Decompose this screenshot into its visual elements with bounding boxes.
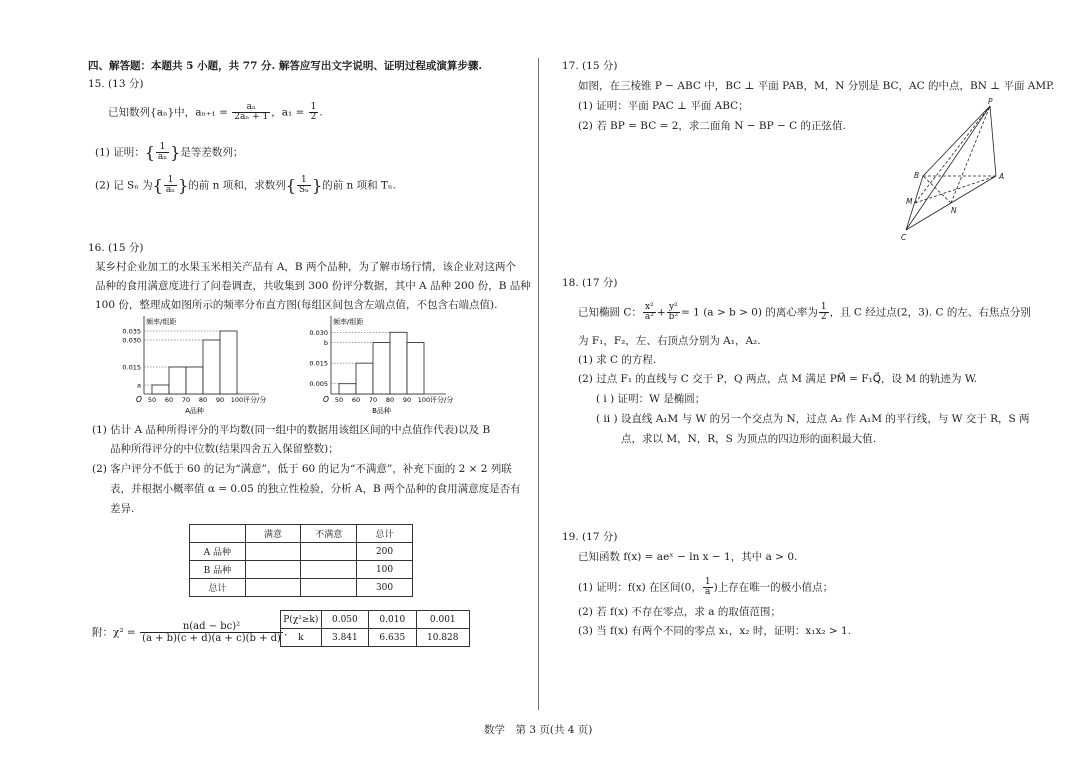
histogram-bar <box>339 384 356 394</box>
label-C: C <box>901 233 907 242</box>
q17-title: 17. (15 分) <box>562 60 618 72</box>
page-footer: 数学 第 3 页(共 4 页) <box>484 724 593 736</box>
label-A: A <box>999 172 1005 181</box>
table-row: P(χ²≥k) 0.050 0.010 0.001 <box>281 611 470 629</box>
table-row: B 品种 100 <box>190 561 413 579</box>
y-tick-label: 0.030 <box>122 336 141 345</box>
origin-label: O <box>136 395 142 404</box>
y-tick-label: 0.005 <box>309 380 328 389</box>
q16-line2: 品种的食用满意度进行了问卷调查，共收集到 300 份评分数据，其中 A 品种 200 份，B 品种 <box>95 280 531 292</box>
histogram-b <box>305 316 485 418</box>
chart-title: A品种 <box>185 407 204 415</box>
x-tick-label: 70 <box>368 396 378 404</box>
q15-part1: (1) 证明：{ $\frac{1}{\text{aₙ}}$ }是等差数列； <box>95 142 244 162</box>
column-divider <box>538 58 539 710</box>
histogram-bar <box>169 367 186 394</box>
x-axis-label: 评分/分 <box>430 396 454 404</box>
x-tick-label: 70 <box>181 396 191 404</box>
q19-part1: (1) 证明：f(x) 在区间(0， $\frac{1}{a}$ )上存在唯一的极小值点； <box>578 577 834 597</box>
q18-title: 18. (17 分) <box>562 277 618 289</box>
label-M: M <box>906 197 913 206</box>
y-axis-label: 频率/组距 <box>333 318 364 326</box>
histogram-bar <box>356 363 373 394</box>
x-tick-label: 90 <box>215 396 225 404</box>
label-N: N <box>951 206 957 215</box>
table-row: A 品种 200 <box>190 543 413 561</box>
y-tick-label: 0.015 <box>122 363 141 372</box>
q19-part2: (2) 若 f(x) 不存在零点，求 a 的取值范围； <box>578 606 781 618</box>
histogram-bar <box>220 331 237 394</box>
q17-part2: (2) 若 BP = BC = 2，求二面角 N − BP − C 的正弦值. <box>578 120 846 132</box>
q17-part1: (1) 证明：平面 PAC ⊥ 平面 ABC； <box>578 100 749 112</box>
q17-stem: 如图，在三棱锥 P − ABC 中，BC ⊥ 平面 PAB，M，N 分别是 BC，AC 的中点，BN ⊥ 平面 AMP. <box>578 80 1055 92</box>
x-tick-label: 100 <box>417 396 431 404</box>
label-P: P <box>988 97 993 106</box>
y-axis-label: 频率/组距 <box>146 318 177 326</box>
histogram-bar <box>390 332 407 394</box>
section-header: 四、解答题：本题共 5 小题，共 77 分. 解答应写出文字说明、证明过程或演算步骤. <box>88 60 483 72</box>
x-axis-label: 评分/分 <box>243 396 267 404</box>
y-tick-label: b <box>323 339 328 348</box>
q15-stem: 已知数列{aₙ}中，aₙ₊₁ = $\frac{\text{aₙ}}{\text{2aₙ + 1}}$ ，a₁ = $\frac{1}{2}$ . <box>108 102 323 122</box>
contingency-table <box>189 524 413 597</box>
q18-part1: (1) 求 C 的方程. <box>578 354 657 366</box>
x-tick-label: 60 <box>164 396 174 404</box>
y-tick-label: a <box>137 381 141 390</box>
q19-title: 19. (17 分) <box>562 531 618 543</box>
origin-label: O <box>323 395 329 404</box>
histogram-bar <box>407 343 424 394</box>
table-header-row: 满意 不满意 总计 <box>190 525 413 543</box>
histogram-bar <box>186 367 203 394</box>
q18-part2ii-line2: 点，求以 M，N，R，S 为顶点的四边形的面积最大值. <box>621 433 877 445</box>
q18-part2: (2) 过点 F₁ 的直线与 C 交于 P，Q 两点，点 M 满足 PM⃗ = F₁Q⃗，设 M 的轨迹为 W. <box>578 373 978 385</box>
histogram-bar <box>203 340 220 394</box>
x-tick-label: 100 <box>230 396 244 404</box>
x-tick-label: 60 <box>351 396 361 404</box>
q16-part1-line1: (1) 估计 A 品种所得评分的平均数(同一组中的数据用该组区间的中点值作代表)以及 B <box>92 424 491 436</box>
x-tick-label: 80 <box>385 396 395 404</box>
critical-value-table <box>280 610 470 647</box>
x-tick-label: 80 <box>198 396 208 404</box>
q18-stem2: 为 F₁，F₂，左、右顶点分别为 A₁，A₂. <box>578 335 761 347</box>
x-tick-label: 90 <box>402 396 412 404</box>
label-B: B <box>914 171 920 180</box>
table-row: 总计 300 <box>190 579 413 597</box>
x-tick-label: 50 <box>147 396 157 404</box>
table-row: k 3.841 6.635 10.828 <box>281 629 470 647</box>
q18-stem: 已知椭圆 C： $\frac{\text{x²}}{\text{a²}}$ + $\frac{\text{y²}}{\text{b²}}$ = 1 (a > b > 0) 的离心率为 $\frac{1}{2}$ ，且 C 经过点(2，3). C 的左、右焦点分别 <box>578 302 1031 322</box>
q19-part3: (3) 当 f(x) 有两个不同的零点 x₁，x₂ 时，证明：x₁x₂ > 1. <box>578 625 852 637</box>
q16-part2-line2: 表，并根据小概率值 α = 0.05 的独立性检验，分析 A，B 两个品种的食用满意度是否有 <box>110 483 521 495</box>
y-tick-label: 0.030 <box>309 328 328 337</box>
y-tick-label: 0.035 <box>122 327 141 336</box>
tetrahedron-figure <box>896 96 1008 244</box>
q16-title: 16. (15 分) <box>88 242 144 254</box>
q16-part2-line1: (2) 客户评分不低于 60 的记为“满意”，低于 60 的记为“不满意”，补充下面的 2 × 2 列联 <box>92 463 512 475</box>
q15-part2: (2) 记 Sₙ 为{ $\frac{1}{\text{aₙ}}$ }的前 n 项和，求数列{ $\frac{1}{\text{Sₙ}}$ }的前 n 项和 Tₙ. <box>95 175 396 195</box>
histogram-bar <box>152 385 169 394</box>
q15-title: 15. (13 分) <box>88 78 144 90</box>
chart-title: B品种 <box>372 407 391 415</box>
q16-line3: 100 份，整理成如图所示的频率分布直方图(每组区间包含左端点值，不包含右端点值). <box>95 299 498 311</box>
histogram-a <box>118 316 298 418</box>
x-tick-label: 50 <box>334 396 344 404</box>
q18-part2i: ( ⅰ ) 证明：W 是椭圆； <box>596 393 706 405</box>
q16-line1: 某乡村企业加工的水果玉米相关产品有 A，B 两个品种，为了解市场行情，该企业对这两个 <box>95 261 516 273</box>
histogram-bar <box>373 343 390 394</box>
q16-part1-line2: 品种所得评分的中位数(结果四舍五入保留整数)； <box>110 443 339 455</box>
chi-square-formula: 附：χ² = $\frac{\text{n(ad − bc)²}}{(a + b)(c + d)(a + c)(b + d)}$ . <box>92 621 288 644</box>
q18-part2ii-line1: ( ⅱ ) 设直线 A₁M 与 W 的另一个交点为 N，过点 A₂ 作 A₁M 的平行线，与 W 交于 R，S 两 <box>596 413 1030 425</box>
q19-stem: 已知函数 f(x) = aeˣ − ln x − 1，其中 a > 0. <box>578 551 798 563</box>
y-tick-label: 0.015 <box>309 359 328 368</box>
q16-part2-line3: 差异. <box>110 503 135 515</box>
